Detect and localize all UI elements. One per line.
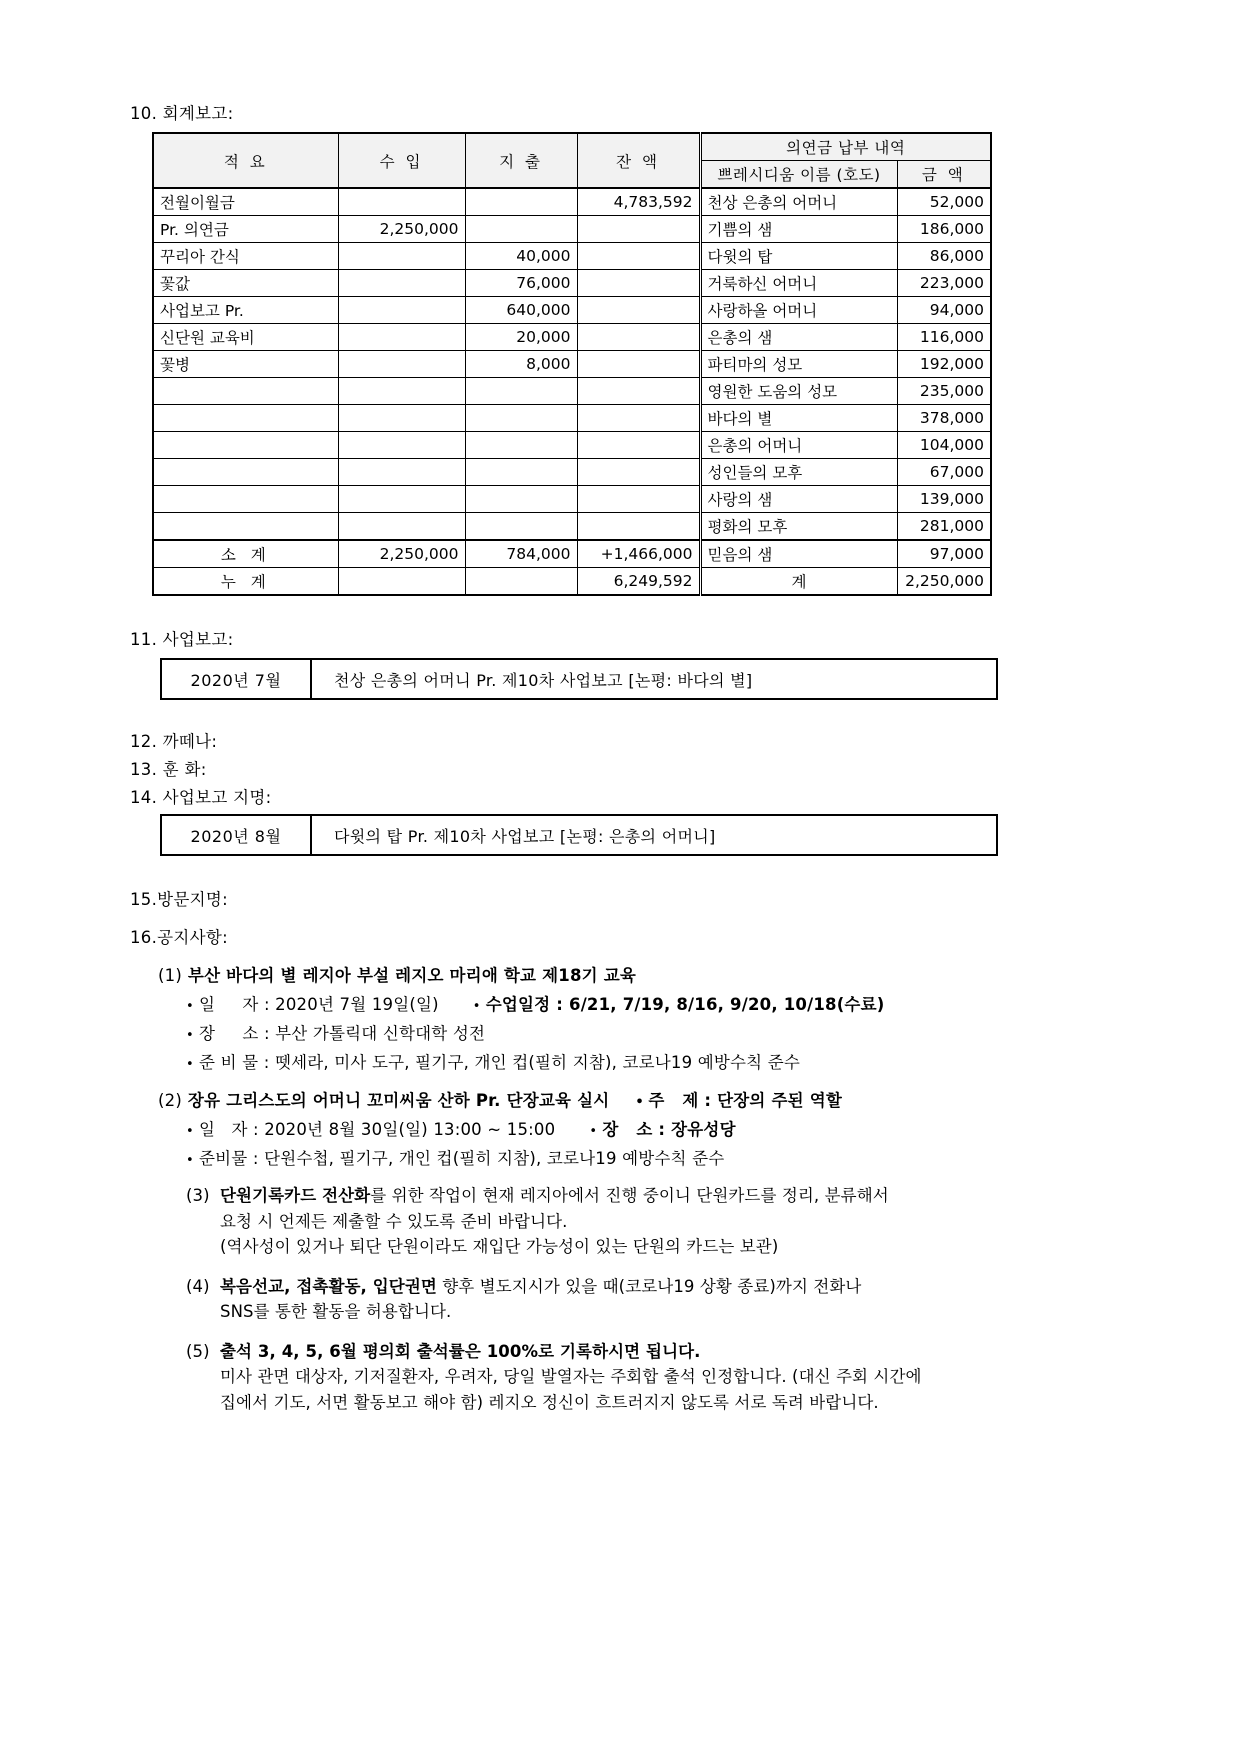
cell-expense: 20,000 <box>465 324 577 351</box>
notice-paragraph-rest: 향후 별도지시가 있을 때(코로나19 상황 종료)까지 전화나 <box>436 1276 862 1296</box>
cell-amount: 186,000 <box>897 216 991 243</box>
cell-total-expense <box>465 568 577 596</box>
cell-amount: 67,000 <box>897 459 991 486</box>
cell-amount: 94,000 <box>897 297 991 324</box>
notice-bullet-row <box>186 1049 1115 1073</box>
cell-subtotal-income: 2,250,000 <box>338 540 465 568</box>
cell-balance <box>577 378 700 405</box>
cell-subtotal-balance: +1,466,000 <box>577 540 700 568</box>
cell-expense <box>465 188 577 216</box>
header-income: 수 입 <box>338 133 465 188</box>
header-amount: 금 액 <box>897 161 991 189</box>
cell-expense <box>465 432 577 459</box>
cell-expense: 40,000 <box>465 243 577 270</box>
notice-number: (2) <box>158 1091 182 1110</box>
bullet-value-2: 장유성당 <box>671 1120 736 1139</box>
cell-presidium-name: 사랑하올 어머니 <box>700 297 897 324</box>
cell-desc <box>153 486 338 513</box>
notice-line-3: 집에서 기도, 서면 활동보고 해야 함) 레지오 정신이 흐트러지지 않도록 서로 독려 바랍니다. <box>220 1392 879 1412</box>
bullet-second-col <box>473 991 885 1015</box>
bullet-label: 일 자 : <box>199 995 276 1014</box>
cell-presidium-name: 바다의 별 <box>700 405 897 432</box>
bullet-label-2: 장 소 : <box>602 1120 672 1139</box>
table-row <box>153 324 991 351</box>
cell-expense <box>465 405 577 432</box>
cell-expense <box>465 459 577 486</box>
cell-income <box>338 486 465 513</box>
cell-subtotal-label: 소 계 <box>153 540 338 568</box>
cell-income <box>338 459 465 486</box>
cell-income <box>338 405 465 432</box>
table-row <box>153 270 991 297</box>
cell-income <box>338 378 465 405</box>
notice-paragraph-lead: 단원기록카드 전산화 <box>220 1186 371 1205</box>
notice-paragraph-lead: 복음선교, 접촉활동, 입단권면 <box>220 1276 437 1296</box>
header-presidium-name: 쁘레시디움 이름 (호도) <box>700 161 897 189</box>
table-total-row <box>153 568 991 596</box>
table-row <box>153 405 991 432</box>
notice-item <box>158 962 1115 1073</box>
notice-line-3: (역사성이 있거나 퇴단 단원이라도 재입단 가능성이 있는 단원의 카드는 보관) <box>220 1237 779 1257</box>
cell-income <box>338 243 465 270</box>
cell-income: 2,250,000 <box>338 216 465 243</box>
cell-desc: 꾸리아 간식 <box>153 243 338 270</box>
table-header-row-1 <box>153 133 991 161</box>
bullet-value: 부산 가톨릭대 신학대학 성전 <box>275 1024 486 1043</box>
cell-balance <box>577 324 700 351</box>
section-heading-assignment: 14. 사업보고 지명: <box>130 788 272 807</box>
notice-extra-label: 주 제 : <box>648 1091 718 1110</box>
cell-presidium-name: 파티마의 성모 <box>700 351 897 378</box>
notice-paragraph <box>186 1339 1115 1416</box>
cell-total-amount: 2,250,000 <box>897 568 991 596</box>
section-heading-allocutio: 13. 훈 화: <box>130 760 207 779</box>
cell-desc <box>153 432 338 459</box>
notice-title: (2) 장유 그리스도의 어머니 꼬미씨움 산하 Pr. 단장교육 실시 • 주 제 : 단장의 주된 역할 <box>158 1087 1115 1111</box>
cell-amount: 281,000 <box>897 513 991 541</box>
notice-bullet-row <box>186 1145 1115 1169</box>
notice-number: (1) <box>158 966 182 985</box>
cell-amount: 378,000 <box>897 405 991 432</box>
table-row <box>153 216 991 243</box>
notice-list <box>130 962 1115 1416</box>
bullet-label: 준비물 : <box>199 1149 265 1168</box>
cell-presidium-name: 영원한 도움의 성모 <box>700 378 897 405</box>
cell-desc <box>153 378 338 405</box>
notice-bullet-row <box>186 1020 1115 1044</box>
notice-item <box>158 1339 1115 1416</box>
cell-amount: 52,000 <box>897 188 991 216</box>
cell-income <box>338 432 465 459</box>
bullet-icon <box>589 1125 602 1138</box>
bullet-value: 2020년 8월 30일(일) 13:00 ~ 15:00 <box>264 1120 556 1139</box>
cell-expense <box>465 216 577 243</box>
cell-balance: 4,783,592 <box>577 188 700 216</box>
bullet-icon <box>186 1125 199 1138</box>
table-row <box>153 188 991 216</box>
cell-amount: 116,000 <box>897 324 991 351</box>
cell-balance <box>577 432 700 459</box>
cell-subtotal-name: 믿음의 샘 <box>700 540 897 568</box>
cell-balance <box>577 513 700 541</box>
cell-presidium-name: 평화의 모후 <box>700 513 897 541</box>
cell-balance <box>577 297 700 324</box>
section-heading-work-report: 11. 사업보고: <box>130 630 234 649</box>
notice-bullets <box>186 991 1115 1073</box>
notice-item <box>158 1274 1115 1325</box>
work-report-box <box>160 658 998 700</box>
cell-subtotal-amount: 97,000 <box>897 540 991 568</box>
cell-total-balance: 6,249,592 <box>577 568 700 596</box>
notice-paragraph <box>186 1274 1115 1325</box>
bullet-icon <box>635 1096 648 1109</box>
bullet-second-col <box>589 1116 735 1140</box>
cell-presidium-name: 거룩하신 어머니 <box>700 270 897 297</box>
cell-presidium-name: 사랑의 샘 <box>700 486 897 513</box>
cell-desc: 꽃병 <box>153 351 338 378</box>
cell-expense: 8,000 <box>465 351 577 378</box>
cell-desc <box>153 513 338 541</box>
bullet-icon <box>186 1058 199 1071</box>
cell-desc: 전월이월금 <box>153 188 338 216</box>
cell-desc: 신단원 교육비 <box>153 324 338 351</box>
notice-bullet-row <box>186 991 1115 1015</box>
cell-amount: 223,000 <box>897 270 991 297</box>
cell-balance <box>577 459 700 486</box>
cell-total-name: 계 <box>700 568 897 596</box>
cell-balance <box>577 216 700 243</box>
table-subtotal-row <box>153 540 991 568</box>
cell-income <box>338 324 465 351</box>
cell-amount: 104,000 <box>897 432 991 459</box>
bullet-value: 2020년 7월 19일(일) <box>275 995 439 1014</box>
assignment-box <box>160 814 998 856</box>
bullet-icon <box>186 1029 199 1042</box>
notice-item <box>158 1087 1115 1169</box>
work-report-date: 2020년 7월 <box>162 660 312 698</box>
cell-presidium-name: 은총의 샘 <box>700 324 897 351</box>
cell-balance <box>577 405 700 432</box>
notice-item <box>158 1183 1115 1260</box>
notice-number: (5) <box>186 1341 210 1361</box>
section-heading-catena: 12. 까떼나: <box>130 732 218 751</box>
bullet-value-2: 6/21, 7/19, 8/16, 9/20, 10/18(수료) <box>569 995 885 1014</box>
cell-presidium-name: 성인들의 모후 <box>700 459 897 486</box>
bullet-icon <box>186 1154 199 1167</box>
table-row <box>153 243 991 270</box>
cell-balance <box>577 270 700 297</box>
table-row <box>153 486 991 513</box>
cell-total-income <box>338 568 465 596</box>
cell-balance <box>577 486 700 513</box>
notice-line-2: 미사 관면 대상자, 기저질환자, 우려자, 당일 발열자는 주회합 출석 인정합니다. (대신 주회 시간에 <box>220 1367 922 1387</box>
table-row <box>153 459 991 486</box>
cell-desc: 꽃값 <box>153 270 338 297</box>
cell-income <box>338 351 465 378</box>
cell-amount: 86,000 <box>897 243 991 270</box>
cell-income <box>338 188 465 216</box>
bullet-icon <box>186 1000 199 1013</box>
notice-paragraph-rest: 를 위한 작업이 현재 레지아에서 진행 중이니 단원카드를 정리, 분류해서 <box>370 1186 889 1205</box>
assignment-text: 다윗의 탑 Pr. 제10차 사업보고 [논평: 은총의 어머니] <box>334 826 716 846</box>
notice-number: (3) <box>186 1186 210 1205</box>
section-heading-notice: 16.공지사항: <box>130 928 228 947</box>
cell-amount: 139,000 <box>897 486 991 513</box>
section-heading-visit: 15.방문지명: <box>130 890 228 909</box>
cell-presidium-name: 은총의 어머니 <box>700 432 897 459</box>
bullet-label: 준 비 물 : <box>199 1053 275 1072</box>
bullet-label: 일 자 : <box>199 1120 265 1139</box>
header-balance: 잔 액 <box>577 133 700 188</box>
table-row <box>153 432 991 459</box>
cell-balance <box>577 351 700 378</box>
table-row <box>153 297 991 324</box>
bullet-icon <box>473 1000 486 1013</box>
notice-line-2: SNS를 통한 활동을 허용합니다. <box>220 1302 452 1322</box>
table-row <box>153 378 991 405</box>
notice-line-2: 요청 시 언제든 제출할 수 있도록 준비 바랍니다. <box>220 1211 568 1231</box>
cell-income <box>338 270 465 297</box>
cell-expense: 76,000 <box>465 270 577 297</box>
assignment-date: 2020년 8월 <box>162 816 312 854</box>
header-expense: 지 출 <box>465 133 577 188</box>
notice-bullets <box>186 1116 1115 1169</box>
cell-total-label: 누 계 <box>153 568 338 596</box>
bullet-label-2: 수업일정 : <box>485 995 570 1014</box>
cell-balance <box>577 243 700 270</box>
section-heading-accounting: 10. 회계보고: <box>130 104 234 123</box>
cell-expense: 640,000 <box>465 297 577 324</box>
cell-desc: Pr. 의연금 <box>153 216 338 243</box>
cell-income <box>338 513 465 541</box>
header-desc: 적 요 <box>153 133 338 188</box>
bullet-label: 장 소 : <box>199 1024 276 1043</box>
table-row <box>153 513 991 541</box>
cell-presidium-name: 기쁨의 샘 <box>700 216 897 243</box>
cell-desc <box>153 405 338 432</box>
cell-expense <box>465 513 577 541</box>
notice-title: (1) 부산 바다의 별 레지아 부설 레지오 마리애 학교 제18기 교육 <box>158 966 636 985</box>
cell-presidium-name: 다윗의 탑 <box>700 243 897 270</box>
accounting-table <box>152 132 992 596</box>
cell-expense <box>465 486 577 513</box>
bullet-value: 뗏세라, 미사 도구, 필기구, 개인 컵(필히 지참), 코로나19 예방수칙 준수 <box>274 1053 801 1072</box>
table-row <box>153 351 991 378</box>
notice-number: (4) <box>186 1276 210 1296</box>
cell-expense <box>465 378 577 405</box>
cell-income <box>338 297 465 324</box>
cell-amount: 192,000 <box>897 351 991 378</box>
notice-paragraph-lead: 출석 3, 4, 5, 6월 평의회 출석률은 100%로 기록하시면 됩니다. <box>220 1341 701 1361</box>
cell-desc <box>153 459 338 486</box>
cell-amount: 235,000 <box>897 378 991 405</box>
work-report-text: 천상 은총의 어머니 Pr. 제10차 사업보고 [논평: 바다의 별] <box>334 670 753 690</box>
cell-desc: 사업보고 Pr. <box>153 297 338 324</box>
notice-bullet-row <box>186 1116 1115 1140</box>
cell-presidium-name: 천상 은총의 어머니 <box>700 188 897 216</box>
header-donation-group: 의연금 납부 내역 <box>700 133 991 161</box>
notice-paragraph <box>186 1183 1115 1260</box>
bullet-value: 단원수첩, 필기구, 개인 컵(필히 지참), 코로나19 예방수칙 준수 <box>264 1149 725 1168</box>
notice-extra-value: 단장의 주된 역할 <box>717 1091 843 1110</box>
cell-subtotal-expense: 784,000 <box>465 540 577 568</box>
